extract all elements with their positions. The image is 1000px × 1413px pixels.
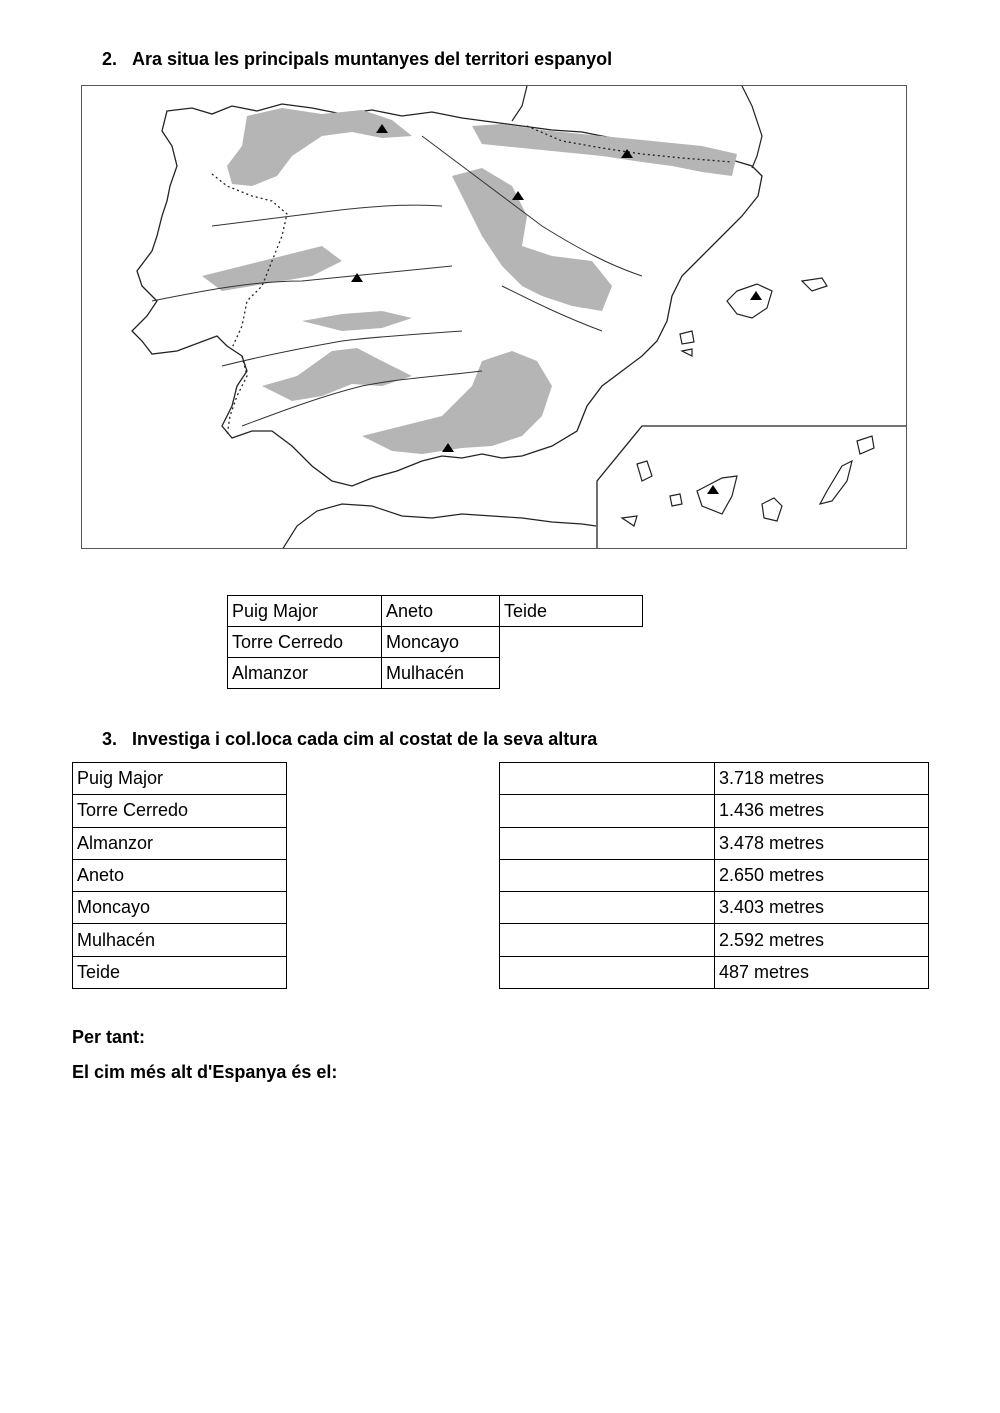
height-value: 3.403 metres bbox=[715, 892, 929, 924]
height-row bbox=[500, 924, 929, 956]
highest-peak-prompt: El cim més alt d'Espanya és el: bbox=[72, 1062, 338, 1082]
formentera bbox=[682, 349, 692, 356]
canary-islands bbox=[622, 436, 874, 526]
tenerife bbox=[697, 476, 737, 514]
africa-coast bbox=[282, 504, 596, 549]
eivissa bbox=[680, 331, 694, 344]
la-palma bbox=[637, 461, 652, 481]
word-bank-cell[interactable]: Aneto bbox=[382, 596, 500, 627]
word-bank-empty-cell bbox=[500, 627, 643, 658]
word-bank-cell[interactable]: Moncayo bbox=[382, 627, 500, 658]
mallorca bbox=[727, 284, 772, 318]
height-row bbox=[500, 956, 929, 988]
word-bank-empty-cell bbox=[500, 658, 643, 689]
drop-target-cell[interactable] bbox=[500, 795, 715, 827]
word-bank-cell[interactable]: Torre Cerredo bbox=[228, 627, 382, 658]
height-row bbox=[500, 795, 929, 827]
word-bank-cell[interactable]: Teide bbox=[500, 596, 643, 627]
peak-name-row bbox=[73, 795, 287, 827]
word-bank-cell[interactable]: Mulhacén bbox=[382, 658, 500, 689]
drop-target-cell[interactable] bbox=[500, 956, 715, 988]
height-value: 3.478 metres bbox=[715, 827, 929, 859]
peak-heights-table bbox=[499, 762, 929, 989]
exercise-3-number: 3. bbox=[102, 729, 118, 749]
drop-target-cell[interactable] bbox=[500, 859, 715, 891]
exercise-2-title: Ara situa les principals muntanyes del territori espanyol bbox=[132, 49, 613, 69]
per-tant-label: Per tant: bbox=[72, 1027, 146, 1047]
height-row bbox=[500, 827, 929, 859]
height-value: 3.718 metres bbox=[715, 763, 929, 795]
word-bank-row bbox=[228, 658, 643, 689]
peak-name-row bbox=[73, 827, 287, 859]
drop-target-cell[interactable] bbox=[500, 924, 715, 956]
map-svg bbox=[82, 86, 907, 549]
exercise-2-heading bbox=[102, 48, 612, 70]
word-bank-row bbox=[228, 627, 643, 658]
balearic-islands bbox=[680, 278, 827, 356]
peak-name-cell[interactable]: Teide bbox=[73, 956, 287, 988]
peak-name-cell[interactable]: Mulhacén bbox=[73, 924, 287, 956]
la-gomera bbox=[670, 494, 682, 506]
drop-target-cell[interactable] bbox=[500, 892, 715, 924]
peak-name-cell[interactable]: Moncayo bbox=[73, 892, 287, 924]
peak-name-row bbox=[73, 924, 287, 956]
peak-name-cell[interactable]: Puig Major bbox=[73, 763, 287, 795]
spain-relief-map bbox=[81, 85, 907, 549]
height-row bbox=[500, 859, 929, 891]
peak-name-row bbox=[73, 892, 287, 924]
height-row bbox=[500, 763, 929, 795]
lanzarote bbox=[857, 436, 874, 454]
drop-target-cell[interactable] bbox=[500, 827, 715, 859]
exercise-2-number: 2. bbox=[102, 49, 118, 69]
peak-name-cell[interactable]: Aneto bbox=[73, 859, 287, 891]
peak-name-row bbox=[73, 859, 287, 891]
menorca bbox=[802, 278, 827, 291]
drop-target-cell[interactable] bbox=[500, 763, 715, 795]
exercise-3-heading bbox=[102, 728, 597, 750]
el-hierro bbox=[622, 516, 637, 526]
word-bank-table bbox=[227, 595, 643, 689]
peak-name-cell[interactable]: Torre Cerredo bbox=[73, 795, 287, 827]
height-value: 1.436 metres bbox=[715, 795, 929, 827]
peak-name-cell[interactable]: Almanzor bbox=[73, 827, 287, 859]
gran-canaria bbox=[762, 498, 782, 521]
height-value: 2.650 metres bbox=[715, 859, 929, 891]
peak-names-table bbox=[72, 762, 287, 989]
word-bank-row bbox=[228, 596, 643, 627]
word-bank-cell[interactable]: Puig Major bbox=[228, 596, 382, 627]
word-bank-cell[interactable]: Almanzor bbox=[228, 658, 382, 689]
peak-name-row bbox=[73, 956, 287, 988]
height-value: 2.592 metres bbox=[715, 924, 929, 956]
height-value: 487 metres bbox=[715, 956, 929, 988]
height-row bbox=[500, 892, 929, 924]
peak-name-row bbox=[73, 763, 287, 795]
fuerteventura bbox=[820, 461, 852, 504]
exercise-3-title: Investiga i col.loca cada cim al costat de la seva altura bbox=[132, 729, 598, 749]
